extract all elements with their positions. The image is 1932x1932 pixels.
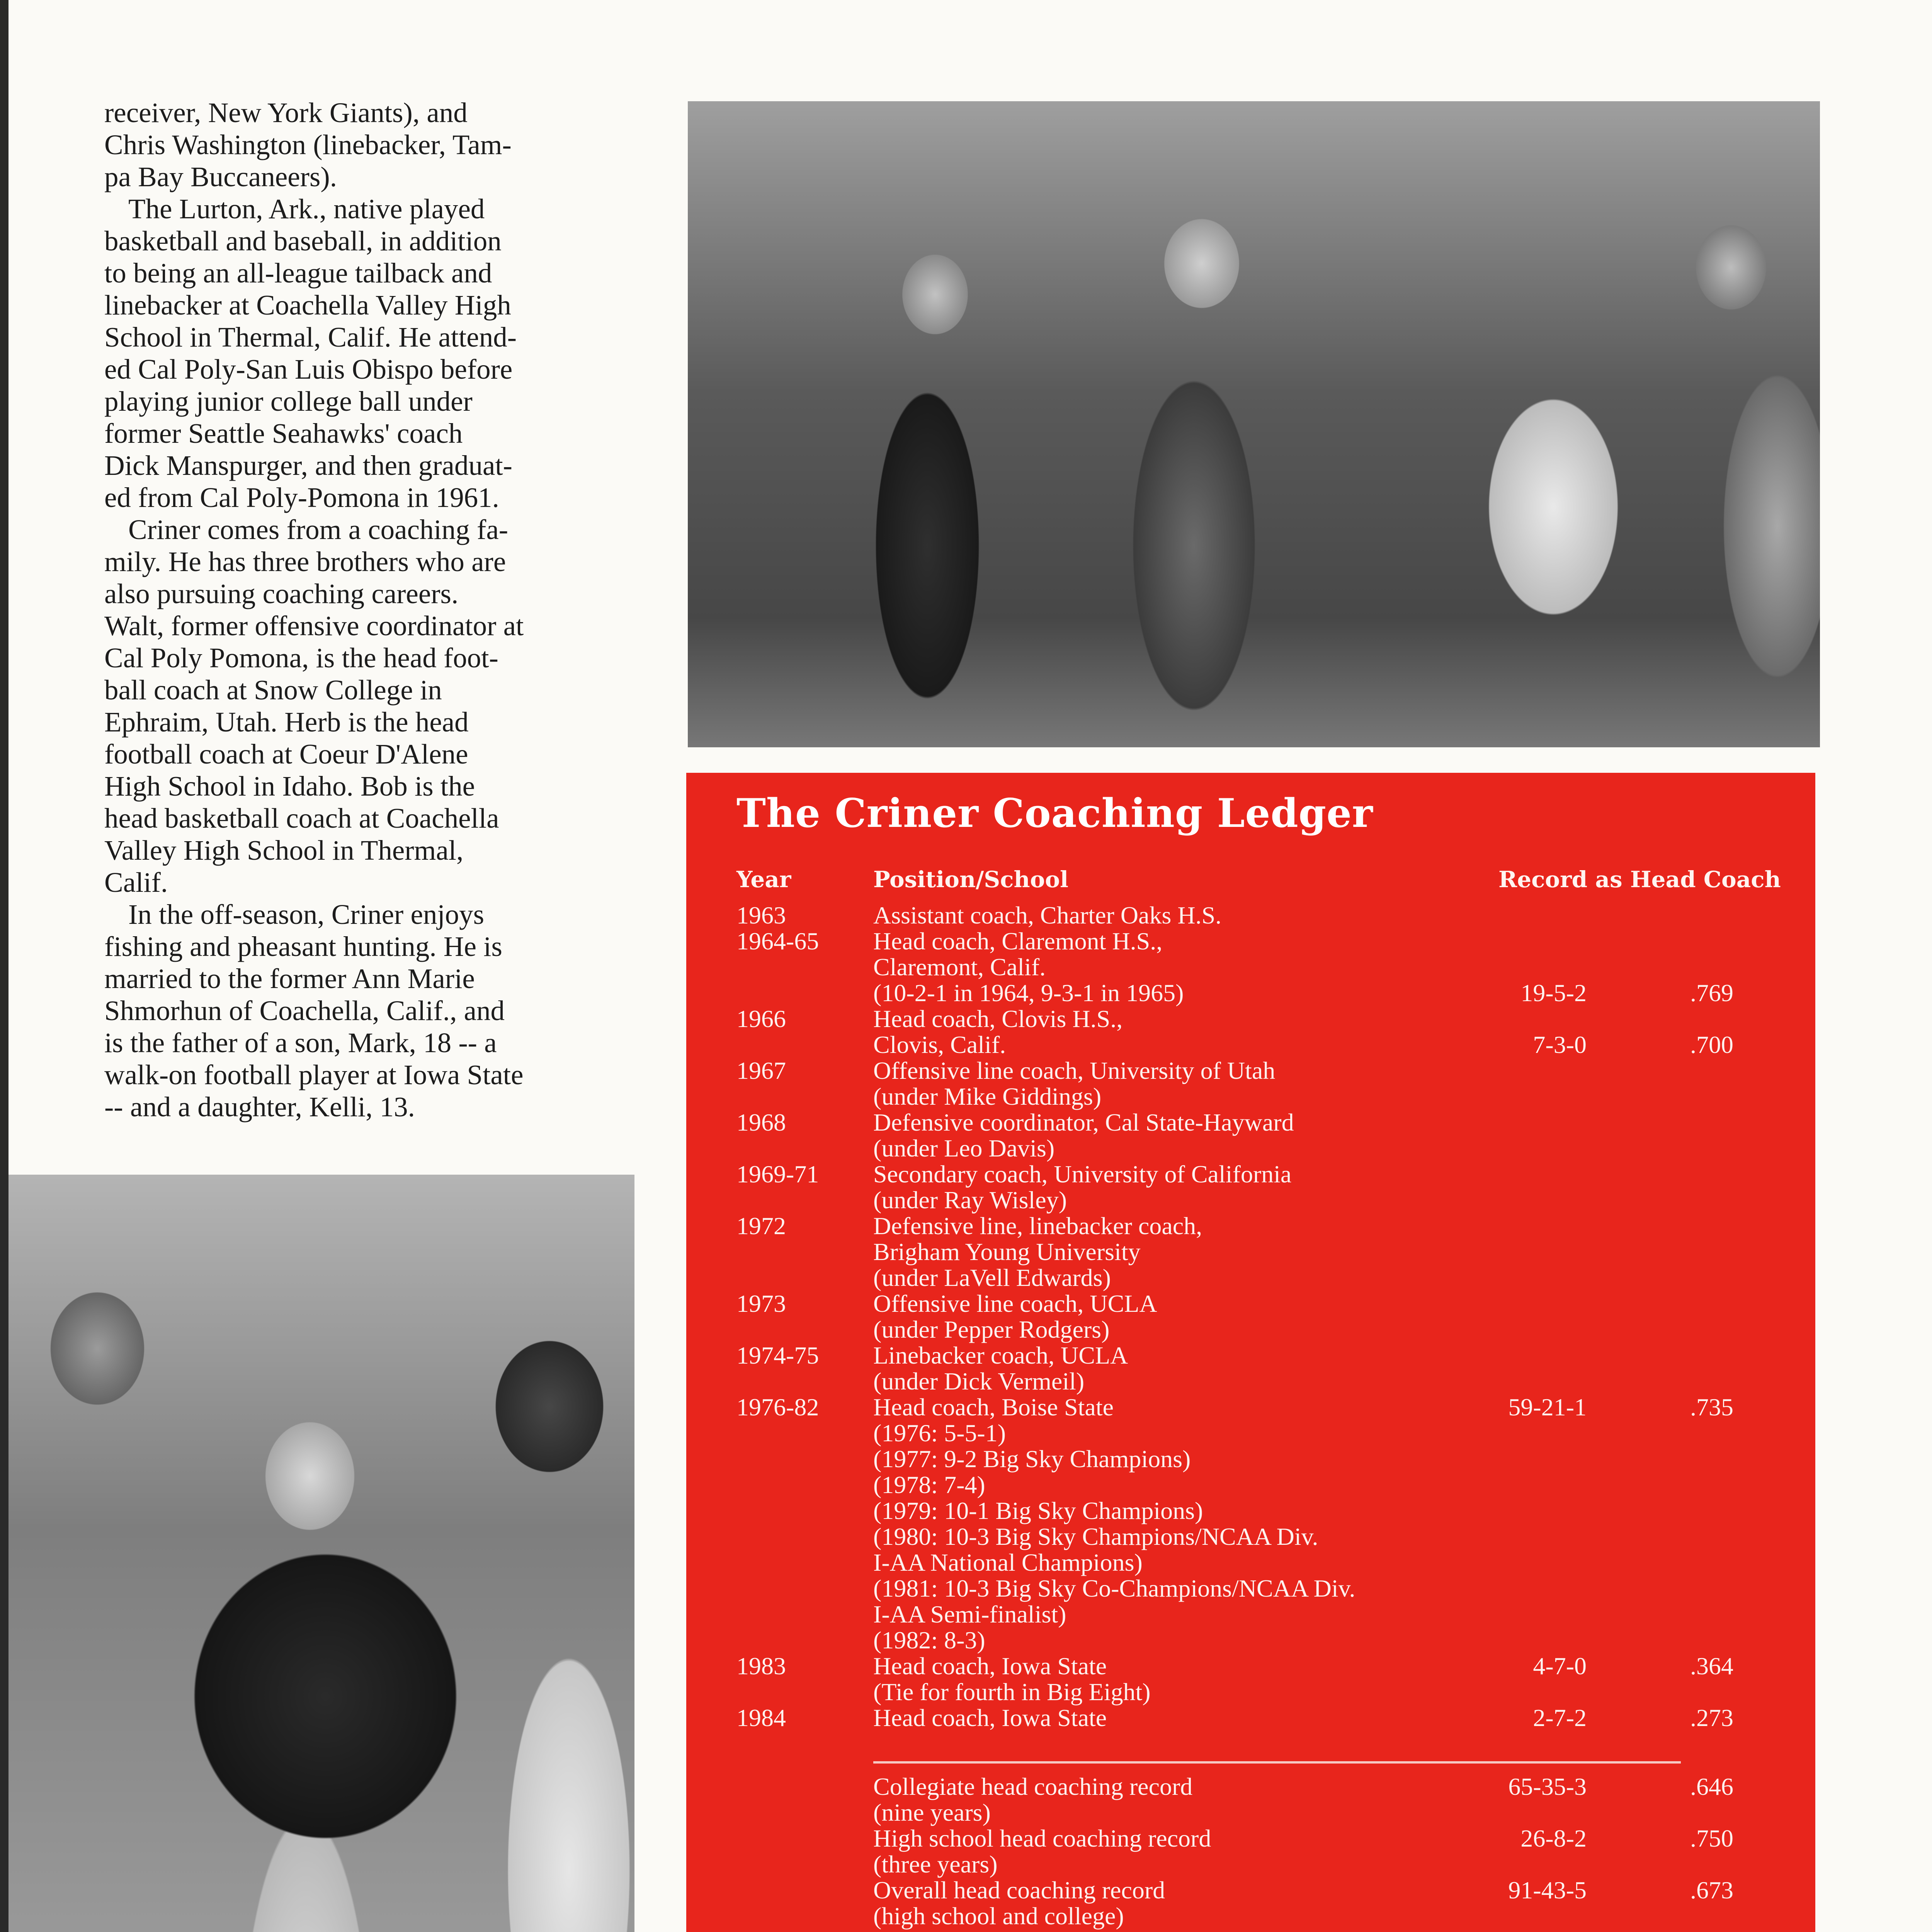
ledger-position — [873, 1161, 1492, 1213]
article-line: School in Thermal, Calif. He attend- — [104, 321, 517, 353]
photo-coach-on-sideline — [9, 1175, 634, 1932]
article-line: also pursuing coaching careers. — [104, 578, 459, 609]
ledger-percentage: .673 — [1690, 1876, 1733, 1904]
ledger-position-line: (under Dick Vermeil) — [873, 1367, 1085, 1395]
article-column — [104, 97, 645, 1123]
ledger-position-line: Offensive line coach, University of Utah — [873, 1057, 1276, 1084]
ledger-percentage: .364 — [1690, 1652, 1733, 1680]
ledger-record: 7-3-0 — [1533, 1031, 1587, 1058]
article-line: receiver, New York Giants), and — [104, 97, 468, 128]
ledger-header-year: Year — [736, 866, 791, 893]
ledger-record: 19-5-2 — [1520, 979, 1587, 1007]
article-line: Chris Washington (linebacker, Tam- — [104, 129, 512, 160]
article-line: Ephraim, Utah. Herb is the head — [104, 706, 469, 738]
ledger-year: 1968 — [736, 1109, 786, 1136]
article-line: mily. He has three brothers who are — [104, 546, 506, 577]
ledger-position-line: (1980: 10-3 Big Sky Champions/NCAA Div. — [873, 1523, 1318, 1550]
ledger-position-line: (under Leo Davis) — [873, 1134, 1055, 1162]
ledger-entries — [686, 902, 1815, 1731]
ledger-position-line: (1978: 7-4) — [873, 1471, 985, 1498]
ledger-position — [873, 1394, 1492, 1653]
ledger-position-line: High school head coaching record — [873, 1825, 1211, 1852]
ledger-position-line: (under LaVell Edwards) — [873, 1264, 1111, 1291]
ledger-total-row — [686, 1774, 1815, 1825]
ledger-record: 4-7-0 — [1533, 1652, 1587, 1680]
ledger-position-line: Head coach, Claremont H.S., — [873, 927, 1163, 955]
ledger-position-line: Collegiate head coaching record — [873, 1773, 1193, 1800]
ledger-record: 65-35-3 — [1508, 1773, 1587, 1800]
article-paragraph — [104, 193, 645, 514]
article-line: Walt, former offensive coordinator at — [104, 610, 524, 641]
ledger-position — [873, 1342, 1492, 1394]
ledger-row — [686, 1291, 1815, 1342]
ledger-position-line: Defensive coordinator, Cal State-Hayward — [873, 1109, 1294, 1136]
article-line: fishing and pheasant hunting. He is — [104, 931, 502, 962]
ledger-percentage: .646 — [1690, 1773, 1733, 1800]
ledger-percentage: .750 — [1690, 1825, 1733, 1852]
article-line: ball coach at Snow College in — [104, 674, 442, 706]
ledger-row — [686, 1161, 1815, 1213]
ledger-row — [686, 1006, 1815, 1058]
ledger-position-line: Defensive line, linebacker coach, — [873, 1212, 1202, 1240]
ledger-row — [686, 1058, 1815, 1109]
ledger-position — [873, 1705, 1492, 1731]
ledger-year: 1983 — [736, 1652, 786, 1680]
ledger-position-line: Head coach, Clovis H.S., — [873, 1005, 1123, 1032]
ledger-position-line: Overall head coaching record — [873, 1876, 1165, 1904]
ledger-position-line: (three years) — [873, 1850, 998, 1878]
ledger-percentage: .735 — [1690, 1393, 1733, 1421]
ledger-title: The Criner Coaching Ledger — [736, 790, 1373, 837]
ledger-row — [686, 1213, 1815, 1291]
ledger-year: 1973 — [736, 1290, 786, 1317]
ledger-totals — [686, 1774, 1815, 1929]
ledger-position-line: (1979: 10-1 Big Sky Champions) — [873, 1497, 1203, 1524]
ledger-position-line: Head coach, Boise State — [873, 1393, 1114, 1421]
ledger-position — [873, 1877, 1492, 1929]
ledger-percentage: .700 — [1690, 1031, 1733, 1058]
photo-sideline-celebration — [688, 101, 1820, 747]
article-line: The Lurton, Ark., native played — [128, 193, 485, 224]
ledger-position-line: Clovis, Calif. — [873, 1031, 1006, 1058]
ledger-position-line: Claremont, Calif. — [873, 953, 1046, 981]
article-line: ed from Cal Poly-Pomona in 1961. — [104, 482, 499, 513]
article-line: -- and a daughter, Kelli, 13. — [104, 1091, 415, 1122]
ledger-position — [873, 1774, 1492, 1825]
ledger-position-line: Head coach, Iowa State — [873, 1704, 1107, 1731]
article-line: Cal Poly Pomona, is the head foot- — [104, 642, 498, 673]
ledger-row — [686, 1705, 1815, 1731]
ledger-position-line: Assistant coach, Charter Oaks H.S. — [873, 901, 1222, 929]
ledger-row — [686, 1394, 1815, 1653]
article-line: Shmorhun of Coachella, Calif., and — [104, 995, 505, 1026]
article-line: linebacker at Coachella Valley High — [104, 289, 511, 321]
ledger-position-line: I-AA National Champions) — [873, 1549, 1143, 1576]
article-line: playing junior college ball under — [104, 386, 473, 417]
ledger-position-line: (under Ray Wisley) — [873, 1186, 1067, 1214]
ledger-position-line: Head coach, Iowa State — [873, 1652, 1107, 1680]
ledger-position-line: (high school and college) — [873, 1902, 1124, 1930]
ledger-position — [873, 1291, 1492, 1342]
ledger-record: 91-43-5 — [1508, 1876, 1587, 1904]
ledger-record: 26-8-2 — [1520, 1825, 1587, 1852]
article-line: married to the former Ann Marie — [104, 963, 475, 994]
ledger-percentage: .273 — [1690, 1704, 1733, 1731]
ledger-position-line: (1977: 9-2 Big Sky Champions) — [873, 1445, 1191, 1473]
ledger-year: 1963 — [736, 901, 786, 929]
article-line: ed Cal Poly-San Luis Obispo before — [104, 354, 513, 385]
ledger-position — [873, 1058, 1492, 1109]
ledger-position — [873, 1825, 1492, 1877]
article-line: In the off-season, Criner enjoys — [128, 899, 485, 930]
article-paragraph — [104, 898, 645, 1123]
ledger-position-line: (1976: 5-5-1) — [873, 1419, 1006, 1447]
ledger-position — [873, 928, 1492, 1006]
ledger-percentage: .769 — [1690, 979, 1733, 1007]
ledger-year: 1966 — [736, 1005, 786, 1032]
ledger-year: 1974-75 — [736, 1342, 819, 1369]
article-line: football coach at Coeur D'Alene — [104, 738, 468, 770]
ledger-position-line: (1982: 8-3) — [873, 1626, 985, 1654]
article-paragraph — [104, 97, 645, 193]
article-line: Valley High School in Thermal, — [104, 835, 464, 866]
coaching-ledger-box — [686, 773, 1815, 1932]
page-binding-edge — [0, 0, 9, 1932]
ledger-year: 1976-82 — [736, 1393, 819, 1421]
ledger-row — [686, 928, 1815, 1006]
article-line: High School in Idaho. Bob is the — [104, 770, 475, 802]
ledger-divider — [873, 1761, 1681, 1764]
ledger-row — [686, 1653, 1815, 1705]
article-line: pa Bay Buccaneers). — [104, 161, 337, 192]
ledger-record: 59-21-1 — [1508, 1393, 1587, 1421]
article-line: walk-on football player at Iowa State — [104, 1059, 524, 1090]
ledger-position-line: Secondary coach, University of California — [873, 1160, 1292, 1188]
ledger-position-line: Offensive line coach, UCLA — [873, 1290, 1157, 1317]
article-line: Criner comes from a coaching fa- — [128, 514, 509, 545]
article-line: is the father of a son, Mark, 18 -- a — [104, 1027, 497, 1058]
ledger-header-position: Position/School — [873, 866, 1069, 893]
ledger-year: 1972 — [736, 1212, 786, 1240]
ledger-header-record: Record as Head Coach — [1498, 866, 1781, 893]
ledger-row — [686, 1342, 1815, 1394]
ledger-year: 1967 — [736, 1057, 786, 1084]
ledger-position-line: (10-2-1 in 1964, 9-3-1 in 1965) — [873, 979, 1184, 1007]
article-line: Calif. — [104, 867, 168, 898]
ledger-position — [873, 1213, 1492, 1291]
ledger-position-line: (under Mike Giddings) — [873, 1083, 1102, 1110]
ledger-position — [873, 1653, 1492, 1705]
ledger-position-line: I-AA Semi-finalist) — [873, 1600, 1066, 1628]
ledger-total-row — [686, 1877, 1815, 1929]
ledger-position-line: (under Pepper Rodgers) — [873, 1316, 1110, 1343]
ledger-year: 1984 — [736, 1704, 786, 1731]
ledger-position-line: (Tie for fourth in Big Eight) — [873, 1678, 1151, 1706]
ledger-total-row — [686, 1825, 1815, 1877]
article-line: basketball and baseball, in addition — [104, 225, 502, 257]
article-line: Dick Manspurger, and then graduat- — [104, 450, 512, 481]
ledger-position-line: (nine years) — [873, 1799, 991, 1826]
ledger-record: 2-7-2 — [1533, 1704, 1587, 1731]
ledger-position-line: Brigham Young University — [873, 1238, 1141, 1265]
ledger-position-line: (1981: 10-3 Big Sky Co-Champions/NCAA Div. — [873, 1575, 1355, 1602]
ledger-year: 1964-65 — [736, 927, 819, 955]
ledger-position — [873, 1006, 1492, 1058]
ledger-position — [873, 902, 1492, 928]
article-paragraph — [104, 514, 645, 898]
ledger-position-line: Linebacker coach, UCLA — [873, 1342, 1128, 1369]
article-line: former Seattle Seahawks' coach — [104, 418, 463, 449]
article-line: head basketball coach at Coachella — [104, 803, 499, 834]
ledger-row — [686, 1109, 1815, 1161]
ledger-position — [873, 1109, 1492, 1161]
ledger-year: 1969-71 — [736, 1160, 819, 1188]
ledger-row — [686, 902, 1815, 928]
article-line: to being an all-league tailback and — [104, 257, 492, 289]
